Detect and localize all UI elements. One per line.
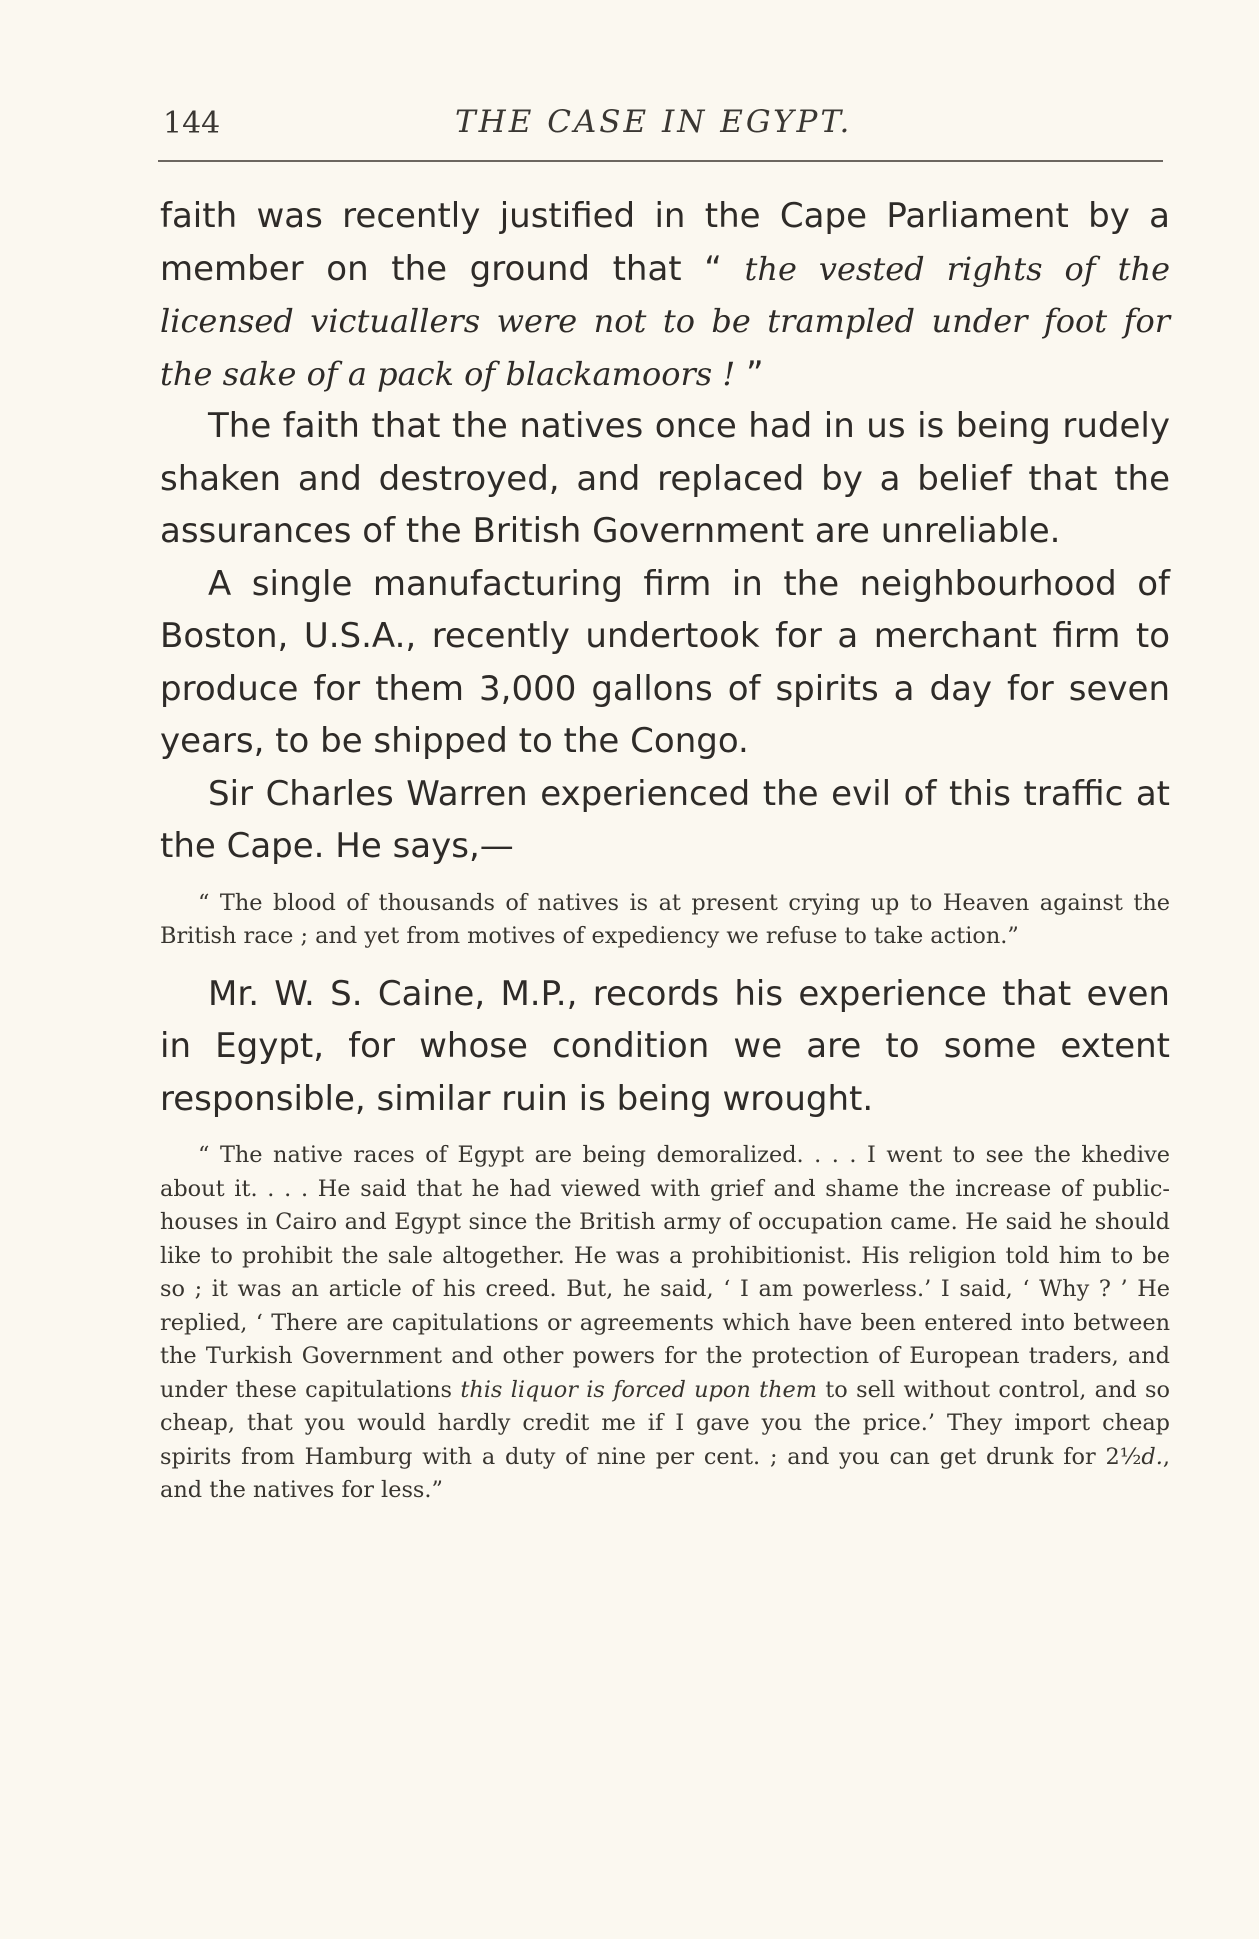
quote-italic-2: d. (1141, 1443, 1163, 1470)
page-number: 144 (163, 106, 221, 141)
paragraph-5: Mr. W. S. Caine, M.P., records his experience that even in Egypt, for whose condition we are to some extent responsible, similar ruin is being wrought. (160, 973, 1170, 1119)
header-rule (158, 160, 1163, 162)
paragraph-4: Sir Charles Warren experienced the evil of this traffic at the Cape. He says,— (160, 773, 1170, 866)
paragraph-2: The faith that the natives once had in us is being rudely shaken and destroyed, and replaced by a belief that the assurances of the British Government are unreliable. (160, 406, 1170, 551)
page-header (155, 100, 1165, 150)
block-quote-caine (160, 1139, 1170, 1508)
paragraph-1 (160, 190, 1170, 400)
block-quote-warren: “ The blood of thousands of natives is at present crying up to Heaven against the British race ; and yet from motives of expediency we refuse to take action.” (160, 889, 1170, 949)
quote-text-2: to sell without control, and so cheap, that you would hardly credit me if I gave you the price.’ They import cheap spirits from Hamburg with a duty of nine per cent. ; and you can get drunk for 2½ (160, 1376, 1170, 1470)
paragraph-3: A single manufacturing firm in the neighbourhood of Boston, U.S.A., recently undertook for a merchant firm to produce for them 3,000 gallons of spirits a day for seven years, to be shipped to the Congo. (160, 563, 1170, 761)
quote-text-3: , and the natives for less.” (160, 1443, 1170, 1503)
quote-text-1: “ The native races of Egypt are being demoralized. . . . I went to see the khedive about it. . . . He said that he had viewed with grief and shame the increase of public-houses in Cairo and Egypt since the British army of occupation came. He said he should like to prohibit the sale altogether. He was a prohibitionist. His religion told him to be so ; it was an article of his creed. But, he said, ‘ I am powerless.’ I said, ‘ Why ? ’ He replied, ‘ There are capitulations or agreements which have been entered into between the Turkish Government and other powers for the protection of European traders, and under these capitulations (160, 1142, 1170, 1403)
body-text (160, 190, 1170, 1508)
paragraph-1-close-quote: ” (735, 353, 764, 394)
paragraph-1-text: faith was recently justified in the Cape Parliament by a member on the ground that “ (160, 196, 1170, 289)
running-title: THE CASE IN EGYPT. (455, 104, 853, 140)
quote-italic-1: this liquor is forced upon them (460, 1376, 817, 1403)
paragraph-1-quotation: the vested rights of the licensed victuallers were not to be trampled under foot for the sake of a pack of blackamoors ! (160, 249, 1171, 393)
